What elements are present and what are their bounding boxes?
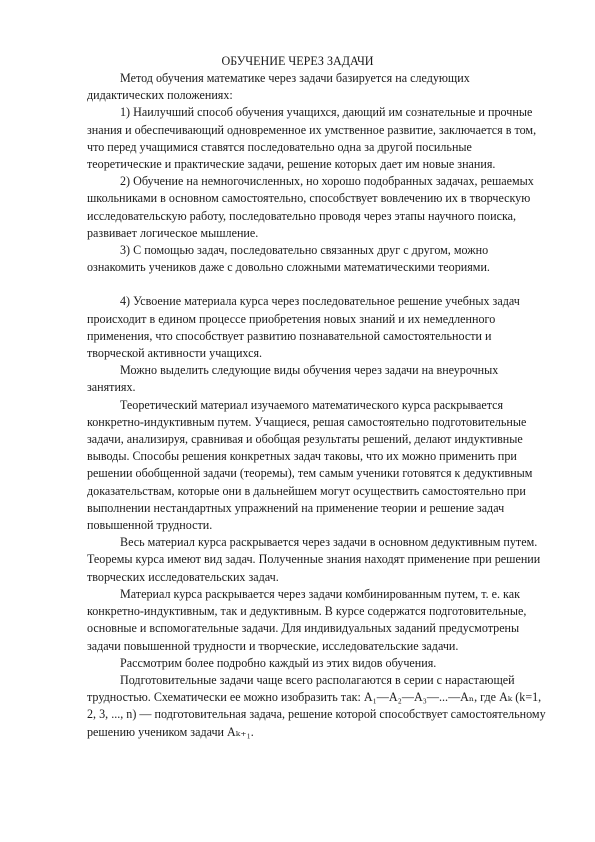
document-body bbox=[87, 70, 549, 741]
paragraph-preparatory: Подготовительные задачи чаще всего располагаются в серии с нарастающей трудностью. Схематически ее можно изобразить так: A₁—A₂—A₃—...—Aₙ, где Aₖ (k=1, 2, 3, ..., n) — подготовительная задача, решение которой способствует самостоятельному решению учеником задачи Aₖ₊₁. bbox=[87, 672, 546, 739]
paragraph-combined: Материал курса раскрывается через задачи комбинированным путем, т. е. как конкретно-индуктивным, так и дедуктивным. В курсе содержатся подготовительные, основные и вспомогательные задачи. Для индивидуальных заданий предусмотрены задачи повышенной трудности и творческие, исследовательские задачи. bbox=[87, 586, 527, 653]
paragraph-types: Можно выделить следующие виды обучения через задачи на внеурочных занятиях. bbox=[87, 363, 499, 395]
paragraph-intro: Метод обучения математике через задачи базируется на следующих дидактических положениях: bbox=[87, 71, 470, 103]
paragraph-point-3: 3) С помощью задач, последовательно связанных друг с другом, можно ознакомить учеников даже с довольно сложными математическими теориями. bbox=[87, 243, 490, 275]
paragraph-point-1: 1) Наилучший способ обучения учащихся, дающий им сознательные и прочные знания и обеспечивающий одновременное их умственное развитие, заключается в том, что перед учащимися ставятся последовательно одна за другой посильные теоретические и практические задачи, решение которых дает им новые знания. bbox=[87, 105, 537, 172]
paragraph-consider: Рассмотрим более подробно каждый из этих видов обучения. bbox=[120, 655, 437, 670]
paragraph-inductive: Теоретический материал изучаемого математического курса раскрывается конкретно-индуктивным путем. Учащиеся, решая самостоятельно подготовительные задачи, анализируя, сравнивая и обобщая результаты решений, делают индуктивные выводы. Способы решения конкретных задач таковы, что их можно применить при решении обобщенной задачи (теоремы), тем самым ученики готовятся к дедуктивным доказательствам, которые они в дальнейшем могут осуществить самостоятельно при выполнении нестандартных упражнений на применение теории и решение задач повышенной трудности. bbox=[87, 397, 533, 533]
paragraph-spacer bbox=[87, 276, 549, 293]
paragraph-deductive: Весь материал курса раскрывается через задачи в основном дедуктивным путем. Теоремы курса имеют вид задач. Полученные знания находят применение при решении творческих исследовательских задач. bbox=[87, 535, 541, 584]
document-title: ОБУЧЕНИЕ ЧЕРЕЗ ЗАДАЧИ bbox=[221, 54, 374, 68]
paragraph-point-2: 2) Обучение на немногочисленных, но хорошо подобранных задачах, решаемых школьниками в основном самостоятельно, способствует вовлечению их в творческую исследовательскую работу, последовательно проводя через этапы научного поиска, развивает логическое мышление. bbox=[87, 174, 534, 240]
paragraph-point-4: 4) Усвоение материала курса через последовательное решение учебных задач происходит в едином процессе приобретения новых знаний и их немедленного применения, что способствует развитию познавательной самостоятельности и творческой активности учащихся. bbox=[87, 294, 520, 361]
